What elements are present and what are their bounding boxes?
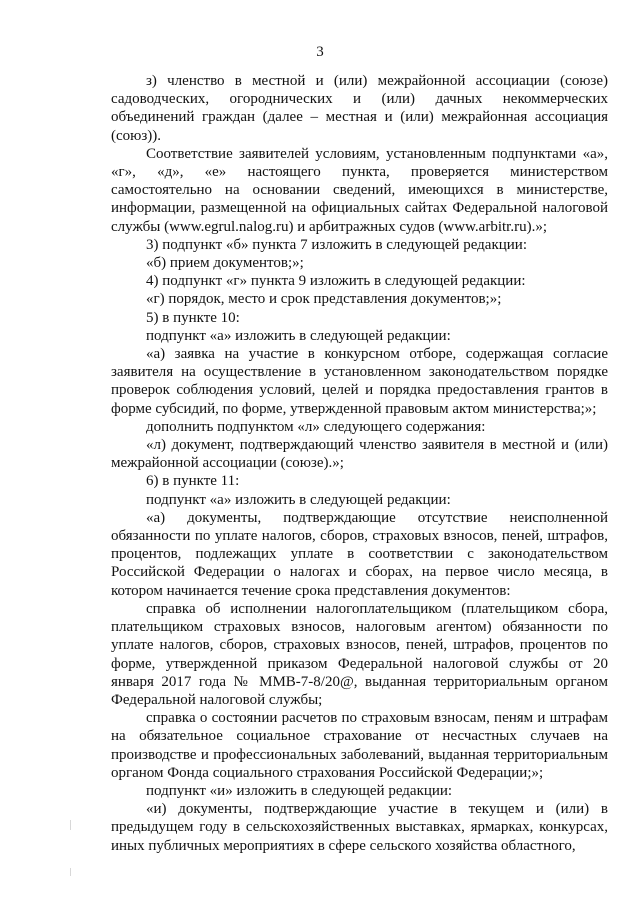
paragraph-item-3-text: «б) прием документов;»; [146,255,304,272]
paragraph-membership-condition: з) членство в местной и (или) межрайонной ассоциации (союзе) садоводческих, огороднических и (или) дачных некоммерческих объединений граждан (далее – местная и (или) межрайонная ассоциация (союз)). [111,73,608,144]
paragraph-item-4-text: «г) порядок, место и срок представления документов;»; [146,291,502,308]
document-body [111,72,608,855]
paragraph-item-3-intro: 3) подпункт «б» пункта 7 изложить в следующей редакции: [146,236,527,253]
paragraph-item-5-subitem-a-intro: подпункт «а» изложить в следующей редакции: [146,327,451,344]
paragraph-item-6-subitem-i-intro: подпункт «и» изложить в следующей редакции: [146,782,453,799]
paragraph-item-4-intro: 4) подпункт «г» пункта 9 изложить в следующей редакции: [146,273,526,290]
scan-mark [70,868,71,876]
paragraph-item-6-intro: 6) в пункте 11: [146,473,240,490]
paragraph-item-5-intro: 5) в пункте 10: [146,309,240,326]
paragraph-insurance-certificate: справка о состоянии расчетов по страховым взносам, пеням и штрафам на обязательное социальное страхование от несчастных случаев на производстве и профессиональных заболеваний, выданная территориальным органом Фонда социального страхования Российской Федерации;»; [111,710,608,781]
paragraph-item-6-subitem-a-intro: подпункт «а» изложить в следующей редакции: [146,491,451,508]
scan-mark [70,820,71,830]
paragraph-item-6-subitem-a-text: «а) документы, подтверждающие отсутствие неисполненной обязанности по уплате налогов, сборов, страховых взносов, пеней, штрафов, процентов, подлежащих уплате в соответствии с законодательством Российской Федерации о налогах и сборах, на первое число месяца, в котором начинается течение срока представления документов: [111,509,608,599]
paragraph-tax-certificate: справка об исполнении налогоплательщиком (плательщиком сбора, плательщиком страховых взносов, налоговым агентом) обязанности по уплате налогов, сборов, страховых взносов, пеней, штрафов, процентов по форме, утвержденной приказом Федеральной налоговой службы от 20 января 2017 года № ММВ-7-8/20@, выданная территориальным органом Федеральной налоговой службы; [111,600,608,708]
paragraph-item-5-subitem-l-intro: дополнить подпунктом «л» следующего содержания: [146,418,486,435]
paragraph-item-5-subitem-l-text: «л) документ, подтверждающий членство заявителя в местной и (или) межрайонной ассоциации (союзе).»; [111,437,608,472]
paragraph-item-5-subitem-a-text: «а) заявка на участие в конкурсном отборе, содержащая согласие заявителя на осуществление в установленном законодательством порядке проверок соблюдения условий, целей и порядка предоставления грантов в форме субсидий, по форме, утвержденной правовым актом министерства;»; [111,346,608,417]
paragraph-conditions-check: Соответствие заявителей условиям, установленным подпунктами «а», «г», «д», «е» настоящего пункта, проверяется министерством самостоятельно на основании сведений, имеющихся в министерстве, информации, размещенной на официальных сайтах Федеральной налоговой службы (www.egrul.nalog.ru) и арбитражных судов (www.arbitr.ru).»; [111,145,608,235]
page-number: 3 [316,44,324,60]
paragraph-item-6-subitem-i-text: «и) документы, подтверждающие участие в текущем и (или) в предыдущем году в сельскохозяйственных выставках, ярмарках, конкурсах, иных публичных мероприятиях в сфере сельского хозяйства областного, [111,801,608,854]
